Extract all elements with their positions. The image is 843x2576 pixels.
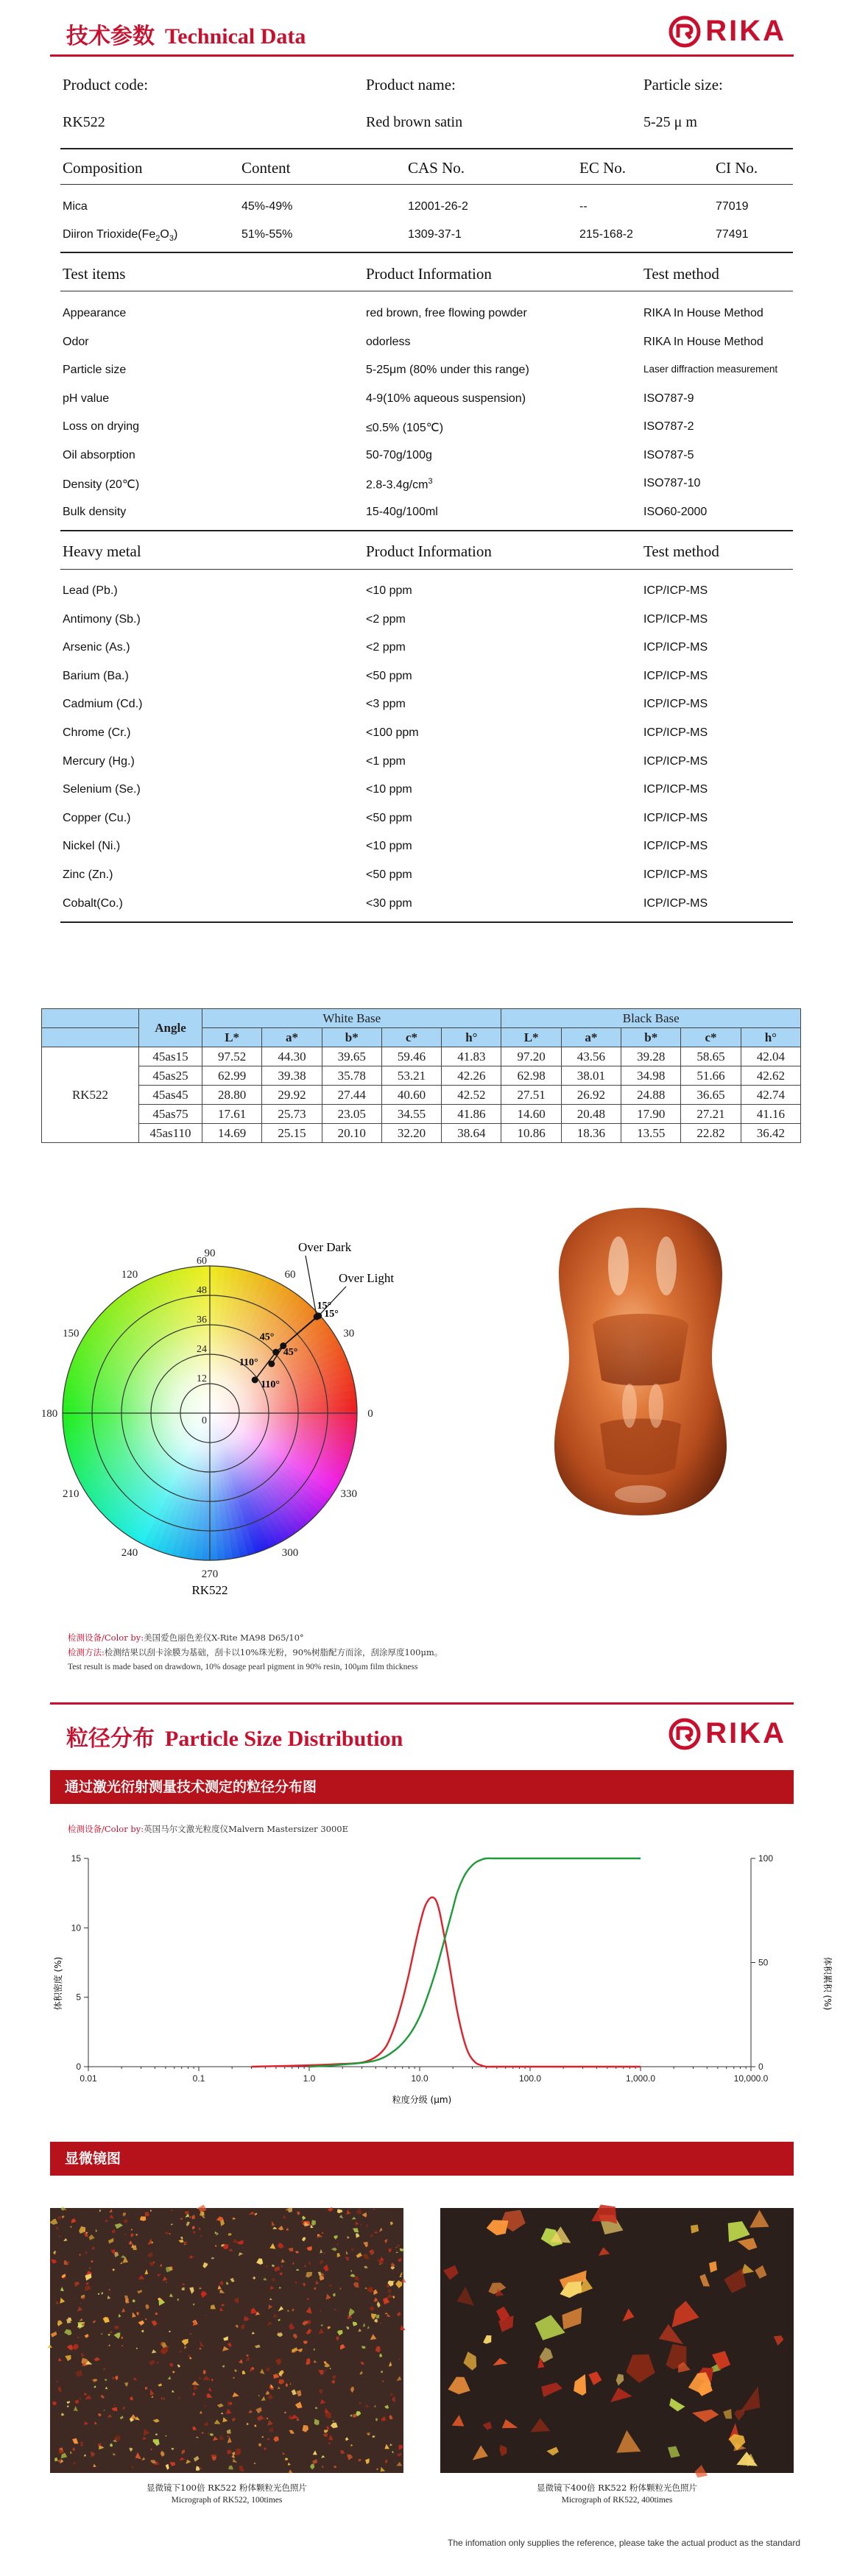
black-value-cell: 42.74 [741, 1086, 800, 1105]
table-row [42, 1124, 801, 1143]
black-value-cell: 42.04 [741, 1047, 800, 1066]
brand-logo [669, 15, 786, 48]
x-tick-label: 10.0 [411, 2073, 428, 2084]
psd-title-en: Particle Size Distribution [165, 1727, 403, 1751]
psd-header [50, 1711, 794, 1757]
y-left-tick-label: 0 [76, 2062, 81, 2072]
composition-ec: -- [579, 200, 588, 213]
composition-cas: 12001-26-2 [408, 200, 468, 213]
test-info: ≤0.5% (105℃) [366, 422, 444, 434]
metal-method: ICP/ICP-MS [643, 698, 708, 711]
metal-limit: <30 ppm [366, 896, 412, 910]
method-text: 检测结果以刮卡涂膜为基础，刮卡以10%珠光粉，90%树脂配方而涂，刮涂厚度100μm。 [104, 1647, 443, 1657]
metal-name: Antimony (Sb.) [63, 612, 141, 626]
test-method: ISO787-5 [643, 448, 694, 461]
angle-tick-label: 210 [62, 1488, 80, 1500]
color-point [252, 1376, 258, 1383]
angle-tick-label: 180 [40, 1408, 58, 1420]
particle-size-label: Particle size: [643, 76, 723, 93]
test-notes [68, 1630, 442, 1674]
angle-tick-label: 240 [121, 1546, 138, 1559]
color-point [272, 1349, 279, 1356]
method-text-en: Test result is made based on drawdown, 10% dosage pearl pigment in 90% resin, 100μm film thickness [68, 1663, 418, 1671]
black-value-cell: 10.86 [501, 1124, 561, 1143]
over-light-label: Over Light [339, 1271, 395, 1285]
psd-title-cn: 粒径分布 [66, 1726, 155, 1752]
metal-limit: <100 ppm [366, 726, 419, 739]
divider [60, 921, 793, 923]
metal-limit: <1 ppm [366, 754, 406, 768]
white-col-header: h° [442, 1028, 501, 1047]
test-item: Particle size [63, 364, 127, 376]
angle-tick-label: 150 [62, 1328, 80, 1340]
caption-en: Micrograph of RK522, 100times [171, 2496, 283, 2505]
caption-en: Micrograph of RK522, 400times [561, 2496, 673, 2505]
rika-logo-icon [669, 1718, 701, 1750]
psd-title [66, 1720, 403, 1752]
black-value-cell: 18.36 [561, 1124, 621, 1143]
black-value-cell: 97.20 [501, 1047, 561, 1066]
composition-ec: 215-168-2 [579, 228, 633, 241]
divider [60, 530, 793, 531]
divider [60, 252, 793, 253]
test-info: 50-70g/100g [366, 448, 432, 461]
white-value-cell: 39.65 [322, 1047, 381, 1066]
angle-cell: 45as15 [139, 1047, 202, 1066]
metal-name: Barium (Ba.) [63, 669, 129, 682]
white-col-header: c* [381, 1028, 441, 1047]
angle-tick-label: 120 [121, 1269, 138, 1281]
test-item: Loss on drying [63, 420, 140, 433]
metal-limit: <10 ppm [366, 783, 412, 796]
white-col-header: b* [322, 1028, 381, 1047]
black-value-cell: 34.98 [621, 1066, 681, 1086]
device-text: 美国爱色丽色差仪X-Rite MA98 D65/10° [144, 1632, 304, 1643]
metal-name: Cobalt(Co.) [63, 896, 123, 910]
white-value-cell: 38.64 [442, 1124, 501, 1143]
over-dark-label: Over Dark [298, 1240, 352, 1254]
density-curve [252, 1897, 641, 2067]
device-label: 检测设备/Color by: [68, 1632, 144, 1643]
color-data-table [41, 1008, 801, 1143]
white-value-cell: 59.46 [381, 1047, 441, 1066]
white-value-cell: 34.55 [381, 1105, 441, 1124]
color-polar-chart [40, 1240, 449, 1603]
black-value-cell: 62.98 [501, 1066, 561, 1086]
point-label: 110° [261, 1379, 281, 1390]
composition-name: Diiron $Trioxide(Fe_2O_3)$ [63, 228, 178, 244]
angle-tick-label: 300 [281, 1546, 299, 1559]
cumulative-curve [309, 1858, 641, 2067]
micro-banner: 显微镜图 [50, 2142, 794, 2176]
angle-tick-label: 90 [204, 1248, 216, 1259]
metal-name: Selenium (Se.) [63, 783, 141, 796]
metal-method: ICP/ICP-MS [643, 896, 708, 910]
white-value-cell: 23.05 [322, 1105, 381, 1124]
test-item: Appearance [63, 307, 127, 319]
y-right-tick-label: 0 [758, 2062, 763, 2072]
composition-ci: 77019 [716, 200, 749, 213]
metal-limit: <50 ppm [366, 868, 412, 881]
y-right-tick-label: 100 [758, 1853, 774, 1864]
empty-cell [42, 1009, 139, 1028]
test-method: ISO60-2000 [643, 505, 708, 518]
radial-tick-label: 48 [197, 1285, 207, 1296]
metal-method: ICP/ICP-MS [643, 726, 708, 739]
black-value-cell: 27.21 [681, 1105, 741, 1124]
black-value-cell: 20.48 [561, 1105, 621, 1124]
x-tick-label: 1,000.0 [625, 2073, 656, 2084]
metal-method: ICP/ICP-MS [643, 584, 708, 597]
composition-cas: 1309-37-1 [408, 228, 462, 241]
test-info-header: Product Information [366, 265, 492, 283]
micrograph-100x [50, 2208, 403, 2473]
black-col-header: L* [501, 1028, 561, 1047]
radial-tick-label: 0 [202, 1415, 207, 1426]
page-title [66, 18, 306, 50]
ec-header: EC No. [579, 159, 626, 177]
test-info: odorless [366, 335, 411, 348]
test-method-header: Test method [643, 265, 719, 283]
metal-method: ICP/ICP-MS [643, 868, 708, 881]
test-info: red brown, free flowing powder [366, 307, 527, 319]
metal-limit: <2 ppm [366, 641, 406, 654]
black-value-cell: 27.51 [501, 1086, 561, 1105]
heavy-metal-header: Heavy metal [63, 542, 141, 560]
white-value-cell: 62.99 [202, 1066, 262, 1086]
product-code-value: RK522 [63, 114, 105, 130]
angle-cell: 45as110 [139, 1124, 202, 1143]
white-value-cell: 32.20 [381, 1124, 441, 1143]
metal-method: ICP/ICP-MS [643, 641, 708, 654]
metal-limit: <2 ppm [366, 612, 406, 626]
radial-tick-label: 36 [197, 1314, 207, 1326]
black-value-cell: 58.65 [681, 1047, 741, 1066]
table-row [42, 1066, 801, 1086]
metal-name: Zinc (Zn.) [63, 868, 113, 881]
metal-info-header: Product Information [366, 542, 492, 560]
psd-device-label: 检测设备/Color by: [68, 1824, 144, 1834]
table-row [42, 1086, 801, 1105]
x-tick-label: 10,000.0 [733, 2073, 769, 2084]
white-value-cell: 27.44 [322, 1086, 381, 1105]
black-col-header: a* [561, 1028, 621, 1047]
white-value-cell: 39.38 [262, 1066, 322, 1086]
table-row [42, 1105, 801, 1124]
caption-cn: 显微镜下100倍 RK522 粉体颗粒光色照片 [147, 2483, 307, 2493]
x-tick-label: 0.1 [192, 2073, 205, 2084]
white-value-cell: 42.26 [442, 1066, 501, 1086]
black-value-cell: 41.16 [741, 1105, 800, 1124]
test-item: Bulk density [63, 505, 127, 518]
divider [60, 569, 793, 570]
empty-cell [42, 1028, 139, 1047]
white-value-cell: 53.21 [381, 1066, 441, 1086]
point-label: 45° [259, 1331, 275, 1343]
composition-content: 51%-55% [241, 228, 293, 241]
psd-device-text: 英国马尔文激光粒度仪Malvern Mastersizer 3000E [144, 1824, 348, 1834]
metal-name: Cadmium (Cd.) [63, 698, 143, 711]
black-col-header: h° [741, 1028, 800, 1047]
point-label: 45° [283, 1347, 298, 1359]
product-name-value: Red brown satin [366, 114, 463, 130]
white-value-cell: 41.83 [442, 1047, 501, 1066]
test-method: ISO787-10 [643, 477, 701, 489]
table-row [42, 1047, 801, 1066]
white-value-cell: 35.78 [322, 1066, 381, 1086]
black-value-cell: 51.66 [681, 1066, 741, 1086]
test-info: $2.8-3.4g/cm^3$ [366, 477, 433, 492]
divider [60, 184, 793, 185]
white-value-cell: 97.52 [202, 1047, 262, 1066]
white-base-header: White Base [202, 1009, 501, 1028]
product-name-label: Product name: [366, 76, 456, 93]
metal-method: ICP/ICP-MS [643, 754, 708, 768]
test-item: pH value [63, 392, 110, 405]
angle-header: Angle [139, 1009, 202, 1047]
white-value-cell: 40.60 [381, 1086, 441, 1105]
y-left-tick-label: 15 [71, 1853, 81, 1864]
footer-disclaimer: The infomation only supplies the reference, please take the actual product as the standard [448, 2538, 800, 2548]
angle-cell: 45as75 [139, 1105, 202, 1124]
white-value-cell: 25.15 [262, 1124, 322, 1143]
metal-name: Chrome (Cr.) [63, 726, 131, 739]
metal-method: ICP/ICP-MS [643, 669, 708, 682]
white-value-cell: 41.86 [442, 1105, 501, 1124]
black-value-cell: 14.60 [501, 1105, 561, 1124]
method-label: 检测方法: [68, 1647, 105, 1657]
metal-limit: <10 ppm [366, 584, 412, 597]
black-base-header: Black Base [501, 1009, 801, 1028]
test-item: Density (20℃) [63, 478, 140, 491]
psd-device-note [68, 1822, 348, 1836]
metal-limit: <10 ppm [366, 840, 412, 853]
test-method: ISO787-2 [643, 420, 694, 433]
black-value-cell: 24.88 [621, 1086, 681, 1105]
micrograph-100x-caption [50, 2482, 403, 2507]
black-value-cell: 13.55 [621, 1124, 681, 1143]
angle-tick-label: 60 [284, 1269, 296, 1281]
brand-name: RIKA [705, 1717, 786, 1749]
test-method: RIKA In House Method [643, 335, 763, 348]
white-value-cell: 29.92 [262, 1086, 322, 1105]
white-value-cell: 14.69 [202, 1124, 262, 1143]
particle-size-value: 5-25 μ m [643, 114, 697, 130]
test-info: 15-40g/100ml [366, 505, 438, 518]
psd-ylabel-right: 体积累积 (%) [822, 1956, 833, 2011]
product-code-cell: RK522 [42, 1047, 139, 1143]
content-header: Content [241, 159, 291, 177]
point-label: 110° [239, 1356, 258, 1368]
metal-method: ICP/ICP-MS [643, 811, 708, 824]
angle-cell: 45as25 [139, 1066, 202, 1086]
radial-tick-label: 24 [197, 1344, 207, 1355]
composition-header: Composition [63, 159, 143, 177]
black-value-cell: 17.90 [621, 1105, 681, 1124]
point-label: 15° [324, 1309, 339, 1320]
header-divider [50, 54, 794, 57]
white-value-cell: 28.80 [202, 1086, 262, 1105]
white-value-cell: 17.61 [202, 1105, 262, 1124]
black-value-cell: 26.92 [561, 1086, 621, 1105]
composition-name: Mica [63, 200, 88, 213]
x-tick-label: 0.01 [80, 2073, 97, 2084]
composition-ci: 77491 [716, 228, 749, 241]
angle-tick-label: 270 [201, 1568, 219, 1580]
black-value-cell: 43.56 [561, 1047, 621, 1066]
black-value-cell: 22.82 [681, 1124, 741, 1143]
ci-header: CI No. [716, 159, 758, 177]
metal-name: Mercury (Hg.) [63, 754, 135, 768]
metal-method: ICP/ICP-MS [643, 840, 708, 853]
metal-name: Lead (Pb.) [63, 584, 118, 597]
white-value-cell: 25.73 [262, 1105, 322, 1124]
divider [60, 148, 793, 149]
radial-tick-label: 12 [197, 1373, 207, 1384]
angle-tick-label: 0 [367, 1408, 373, 1420]
metal-name: Arsenic (As.) [63, 641, 130, 654]
metal-name: Copper (Cu.) [63, 811, 131, 824]
black-value-cell: 42.62 [741, 1066, 800, 1086]
angle-tick-label: 30 [343, 1328, 355, 1340]
white-value-cell: 42.52 [442, 1086, 501, 1105]
radial-tick-label: 60 [197, 1256, 207, 1267]
psd-banner: 通过激光衍射测量技术测定的粒径分布图 [50, 1770, 794, 1804]
micrograph-400x-caption [440, 2482, 794, 2507]
micrograph-400x [440, 2208, 794, 2473]
caption-cn: 显微镜下400倍 RK522 粉体颗粒光色照片 [537, 2483, 697, 2493]
y-right-tick-label: 50 [758, 1957, 769, 1968]
test-method: Laser diffraction measurement [643, 364, 778, 375]
title-cn: 技术参数 [66, 24, 155, 49]
psd-xlabel: 粒度分级 (μm) [392, 2095, 452, 2105]
test-info: 5-25μm (80% under this range) [366, 364, 529, 376]
brand-logo [669, 1717, 786, 1750]
metal-name: Nickel (Ni.) [63, 840, 121, 853]
composition-content: 45%-49% [241, 200, 293, 213]
test-items-header: Test items [63, 265, 126, 283]
title-en: Technical Data [165, 24, 306, 49]
test-method: RIKA In House Method [643, 307, 763, 319]
test-item: Oil absorption [63, 448, 135, 461]
black-col-header: c* [681, 1028, 741, 1047]
sample-car-image [549, 1203, 733, 1520]
test-info: 4-9(10% aqueous suspension) [366, 392, 526, 405]
metal-method: ICP/ICP-MS [643, 783, 708, 796]
white-col-header: a* [262, 1028, 322, 1047]
white-col-header: L* [202, 1028, 262, 1047]
black-value-cell: 36.65 [681, 1086, 741, 1105]
cas-header: CAS No. [408, 159, 465, 177]
test-item: Odor [63, 335, 89, 348]
psd-ylabel-left: 体积密度 (%) [53, 1956, 63, 2011]
test-method: ISO787-9 [643, 392, 694, 405]
product-code-label: Product code: [63, 76, 149, 93]
x-tick-label: 100.0 [518, 2073, 542, 2084]
section-divider [50, 1702, 794, 1705]
metal-method-header: Test method [643, 542, 719, 560]
metal-limit: <3 ppm [366, 698, 406, 711]
particle-size-chart [37, 1844, 833, 2116]
angle-cell: 45as45 [139, 1086, 202, 1105]
y-left-tick-label: 5 [76, 1992, 81, 2003]
black-value-cell: 39.28 [621, 1047, 681, 1066]
brand-name: RIKA [705, 15, 786, 47]
black-value-cell: 36.42 [741, 1124, 800, 1143]
angle-tick-label: 330 [340, 1488, 358, 1500]
black-col-header: b* [621, 1028, 681, 1047]
y-left-tick-label: 10 [71, 1922, 81, 1933]
point-label: 15° [317, 1300, 332, 1312]
metal-limit: <50 ppm [366, 669, 412, 682]
polar-caption: RK522 [191, 1583, 228, 1597]
metal-method: ICP/ICP-MS [643, 612, 708, 626]
rika-logo-icon [669, 15, 701, 48]
page-header [50, 9, 794, 54]
white-value-cell: 20.10 [322, 1124, 381, 1143]
black-value-cell: 38.01 [561, 1066, 621, 1086]
metal-limit: <50 ppm [366, 811, 412, 824]
x-tick-label: 1.0 [303, 2073, 316, 2084]
white-value-cell: 44.30 [262, 1047, 322, 1066]
